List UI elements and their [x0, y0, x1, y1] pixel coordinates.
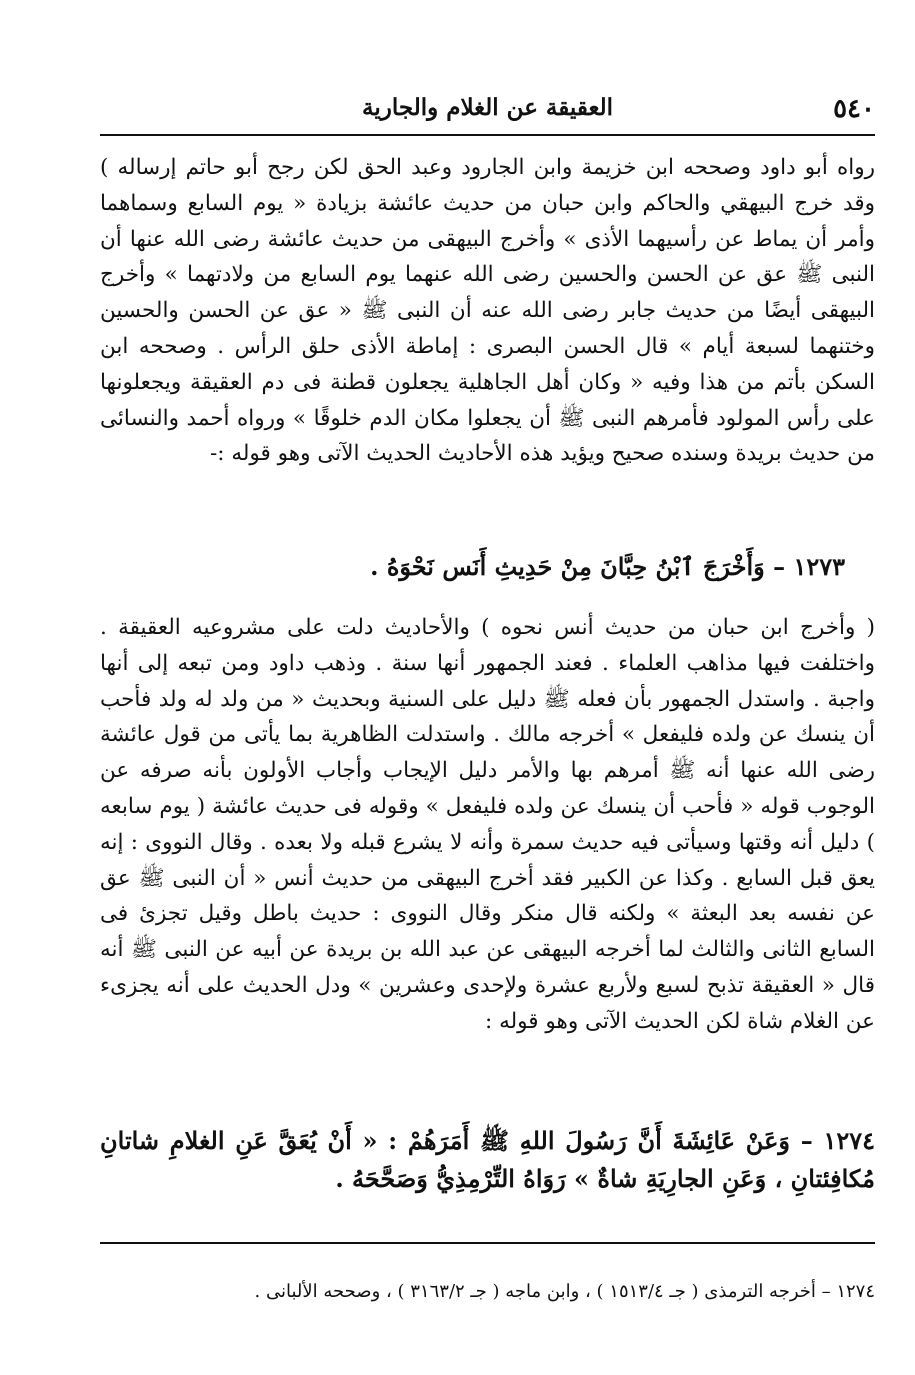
- commentary-paragraph-1: [100, 150, 875, 472]
- footnote-divider: [100, 1242, 875, 1244]
- page-header: [100, 92, 875, 128]
- paragraph-text: رواه أبو داود وصححه ابن خزيمة وابن الجارود وعبد الحق لكن رجح أبو حاتم إرساله ) وقد خرج البيهقي والحاكم وابن حبان من حديث عائشة بزيادة « يوم السابع وسماهما وأمر أن يماط عن رأسيهما الأذى » وأخرج البيهقى من حديث عائشة رضى الله عنها أن النبى ﷺ عق عن الحسن والحسين رضى الله عنهما يوم السابع من ولادتهما » وأخرج البيهقى أيضًا من حديث جابر رضى الله عنه أن النبى ﷺ « عق عن الحسن والحسين وختنهما لسبعة أيام » قال الحسن البصرى : إماطة الأذى حلق الرأس . وصححه ابن السكن بأتم من هذا وفيه « وكان أهل الجاهلية يجعلون قطنة فى دم العقيقة ويجعلونها على رأس المولود فأمرهم النبى ﷺ أن يجعلوا مكان الدم خلوقًا » ورواه أحمد والنسائى من حديث بريدة وسنده صحيح ويؤيد هذه الأحاديث الحديث الآتى وهو قوله :-: [100, 155, 875, 467]
- page-number: ٥٤٠: [833, 94, 875, 124]
- header-divider: [100, 134, 875, 136]
- commentary-paragraph-2: [100, 610, 875, 1040]
- paragraph-text: ( وأخرج ابن حبان من حديث أنس نحوه ) والأحاديث دلت على مشروعيه العقيقة . واختلفت فيها مذاهب العلماء . فعند الجمهور أنها سنة . وذهب داود ومن تبعه إلى أنها واجبة . واستدل الجمهور بأن فعله ﷺ دليل على السنية وبحديث « من ولد له ولد فأحب أن ينسك عن ولده فليفعل » أخرجه مالك . واستدلت الظاهرية بما يأتى من قول عائشة رضى الله عنها أنه ﷺ أمرهم بها والأمر دليل الإيجاب وأجاب الأولون بأنه صرفه عن الوجوب قوله « فأحب أن ينسك عن ولده فليفعل » وقوله فى حديث عائشة ( يوم سابعه ) دليل أنه وقتها وسيأتى فيه حديث سمرة وأنه لا يشرع قبله ولا بعده . وقال النووى : إنه يعق قبل السابع . وكذا عن الكبير فقد أخرج البيهقى من حديث أنس « أن النبى ﷺ عق عن نفسه بعد البعثة » ولكنه قال منكر وقال النووى : حديث باطل وقيل تجزئ فى السابع الثانى والثالث لما أخرجه البيهقى عن عبد الله بن بريدة عن أبيه عن النبى ﷺ أنه قال « العقيقة تذبح لسبع ولأربع عشرة ولإحدى وعشرين » ودل الحديث على أنه يجزىء عن الغلام شاة لكن الحديث الآتى وهو قوله :: [100, 615, 875, 1034]
- hadith-1274: ١٢٧٤ – وَعَنْ عَائِشَةَ أَنَّ رَسُولَ اللهِ ﷺ أَمَرَهُمْ : « أَنْ يُعَقَّ عَنِ الغلامِ شاتانِ مُكافِئتانِ ، وَعَنِ الجارِيَةِ شاةٌ » رَوَاهُ التِّرْمِذِيُّ وَصَحَّحَهُ .: [100, 1126, 875, 1193]
- footnote: ١٢٧٤ – أخرجه الترمذى ( جـ ١٥١٣/٤ ) ، وابن ماجه ( جـ ٣١٦٣/٢ ) ، وصححه الألبانى .: [254, 1281, 875, 1302]
- running-title: العقيقة عن الغلام والجارية: [362, 94, 613, 121]
- hadith-1273: ١٢٧٣ – وَأَخْرَجَ ٱبْنُ حِبَّانَ مِنْ حَدِيثِ أَنَس نَحْوَهُ .: [370, 552, 845, 581]
